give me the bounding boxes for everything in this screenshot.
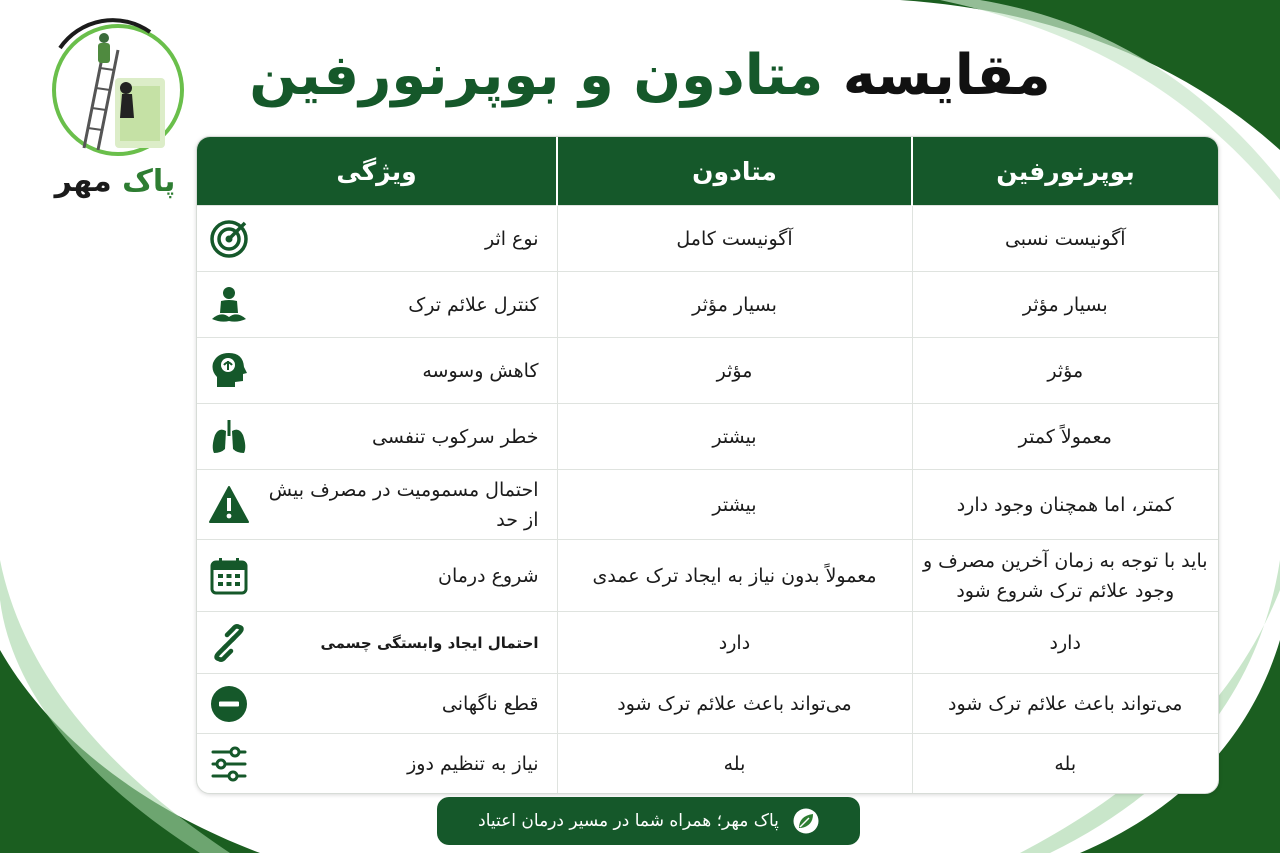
feature-label: قطع ناگهانی — [441, 692, 539, 715]
page-title — [230, 38, 1070, 114]
cell-buprenorphine: کمتر، اما همچنان وجود دارد — [912, 470, 1218, 540]
header-feature: ویژگی — [197, 137, 557, 206]
cell-buprenorphine: دارد — [912, 612, 1218, 674]
cell-methadone: می‌تواند باعث علائم ترک شود — [557, 674, 912, 734]
table-row — [197, 612, 1218, 674]
feature-label: شروع درمان — [437, 564, 539, 587]
brand-name — [40, 164, 190, 199]
table-row — [197, 540, 1218, 612]
cell-methadone: بله — [557, 734, 912, 794]
brand-name-part2: مهر — [54, 164, 112, 199]
feature-label: احتمال ایجاد وابستگی چسمی — [320, 633, 539, 652]
title-part1: مقایسه — [842, 43, 1051, 108]
table-row — [197, 338, 1218, 404]
cell-methadone: آگونیست کامل — [557, 206, 912, 272]
cell-methadone: بیشتر — [557, 470, 912, 540]
cell-methadone: بسیار مؤثر — [557, 272, 912, 338]
leaf-icon — [793, 808, 819, 834]
footer-text: پاک مهر؛ همراه شما در مسیر درمان اعتیاد — [478, 811, 779, 831]
table-row — [197, 404, 1218, 470]
logo-emblem-icon — [40, 18, 190, 163]
cell-feature — [197, 612, 557, 674]
table-row — [197, 206, 1218, 272]
table-header-row — [197, 137, 1218, 206]
target-icon — [207, 217, 251, 261]
feature-label: کنترل علائم ترک — [408, 293, 539, 316]
feature-label: خطر سرکوب تنفسی — [372, 425, 539, 448]
cell-feature — [197, 404, 557, 470]
brand-logo — [40, 18, 190, 208]
cell-buprenorphine: بسیار مؤثر — [912, 272, 1218, 338]
link-icon — [207, 621, 251, 665]
cell-feature — [197, 272, 557, 338]
header-methadone: متادون — [557, 137, 912, 206]
feature-label: احتمال مسمومیت در مصرف بیش از حد — [268, 478, 539, 531]
title-part2: متادون و بوپرنورفین — [249, 43, 824, 108]
cell-buprenorphine: می‌تواند باعث علائم ترک شود — [912, 674, 1218, 734]
feature-label: نوع اثر — [484, 227, 539, 250]
cell-buprenorphine: مؤثر — [912, 338, 1218, 404]
feature-label: نیاز به تنظیم دوز — [407, 752, 539, 775]
brain-head-icon — [207, 349, 251, 393]
brand-name-part1: پاک — [122, 164, 176, 199]
cell-feature — [197, 206, 557, 272]
cell-buprenorphine: باید با توجه به زمان آخرین مصرف و وجود علائم ترک شروع شود — [912, 540, 1218, 612]
cell-buprenorphine: آگونیست نسبی — [912, 206, 1218, 272]
comparison-table — [196, 136, 1219, 794]
cell-buprenorphine: معمولاً کمتر — [912, 404, 1218, 470]
cell-buprenorphine: بله — [912, 734, 1218, 794]
calendar-icon — [207, 554, 251, 598]
cell-feature — [197, 734, 557, 794]
cell-feature — [197, 540, 557, 612]
cell-methadone: دارد — [557, 612, 912, 674]
meditation-icon — [207, 283, 251, 327]
cell-methadone: معمولاً بدون نیاز به ایجاد ترک عمدی — [557, 540, 912, 612]
header-buprenorphine: بوپرنورفین — [912, 137, 1218, 206]
lungs-icon — [207, 415, 251, 459]
table-row — [197, 734, 1218, 794]
minus-circle-icon — [207, 682, 251, 726]
cell-methadone: مؤثر — [557, 338, 912, 404]
cell-methadone: بیشتر — [557, 404, 912, 470]
table-row — [197, 470, 1218, 540]
cell-feature — [197, 674, 557, 734]
table-row — [197, 272, 1218, 338]
cell-feature — [197, 470, 557, 540]
sliders-icon — [207, 742, 251, 786]
cell-feature — [197, 338, 557, 404]
warning-icon — [207, 483, 251, 527]
feature-label: کاهش وسوسه — [422, 359, 539, 382]
footer-banner — [437, 797, 860, 845]
table-row — [197, 674, 1218, 734]
